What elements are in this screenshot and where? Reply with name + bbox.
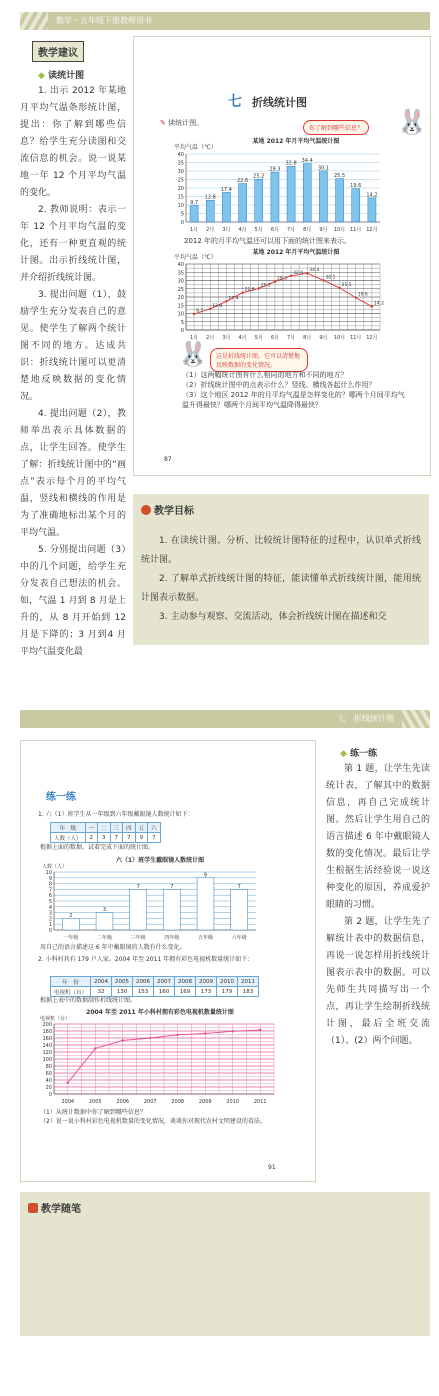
y-tick-label: 100 [42,1057,52,1063]
x-tick-label: 一年级 [63,935,79,941]
rabbit-mascot-icon: 🐰 [397,108,427,136]
y-tick-label: 60 [45,1071,52,1077]
x-tick-label: 4月 [238,227,247,233]
data-label: 9.7 [196,308,204,314]
goal-item: 2. 了解单式折线统计图的特征，能读懂单式折线统计图，能用统计图表示数据。 [141,574,421,603]
x-tick-label: 8月 [303,227,312,233]
x-tick-label: 3月 [222,335,231,341]
teaching-notes-box [20,1192,430,1336]
table-cell: 130 [112,987,133,997]
x-tick-label: 7月 [286,335,296,341]
y-tick-label: 160 [42,1036,52,1042]
table-cell: 153 [133,987,154,997]
target-icon [141,505,151,515]
y-tick-label: 20 [45,1085,52,1091]
bar [319,171,327,222]
table-cell: 7 [110,833,123,843]
y-tick-label: 35 [177,160,184,167]
line-chart-title: 某地 2012 年月平均气温统计图 [252,249,340,256]
table-cell: 电视机（台） [51,987,91,997]
y-tick-label: 40 [45,1078,52,1084]
x-tick-label: 2009 [198,1099,212,1105]
table-header-cell: 2009 [196,977,217,987]
diamond-icon: ◆ [38,71,45,81]
exercise-2-chart [38,1020,278,1106]
y-tick-label: 25 [177,286,184,293]
page-header [20,12,430,30]
data-point [355,296,357,298]
data-point [177,1034,179,1036]
line-chart-ylabel: 平均气温（℃） [174,254,217,261]
exercise-2-ylabel: 电视机（台） [40,1016,71,1022]
bar-chart-ylabel: 平均气温（℃） [174,144,217,151]
data-label: 25.2 [253,173,265,180]
table-header-cell: 三 [110,823,123,833]
speech-bubble: 你了解到哪些信息？ [303,120,369,135]
table-header-cell: 2008 [175,977,196,987]
y-tick-label: 10 [177,203,184,209]
table-cell: 160 [154,987,175,997]
data-point [204,1032,206,1034]
question: （1）这两幅统计图有什么相同的地方和不同的地方？ [182,371,348,379]
y-tick-label: 20 [177,186,184,192]
x-tick-label: 1月 [189,335,199,341]
bar [287,166,295,222]
data-label: 9 [203,872,208,879]
question: （3）这个地区 2012 年的月平均气温是怎样变化的？哪两个月间平均气温升得最快？哪两个月间平均气温降得最快？ [182,391,405,409]
data-point [149,1037,151,1039]
bar-chart [172,150,384,234]
y-tick-label: 80 [45,1064,52,1070]
y-tick-label: 140 [42,1043,52,1049]
data-point [290,275,292,277]
pencil-icon: ✎ [160,119,166,127]
y-tick-label: 30 [177,169,184,175]
y-tick-label: 0 [180,220,184,226]
sidebar-paragraph: 2. 教师说明：表示一年 12 个月平均气温的变化，还有一种更直观的统计图。出示折线统计图，并介绍折线统计图。 [20,205,126,283]
sidebar-paragraph: 第 2 题，让学生先了解统计表中的数据信息，再说一说怎样用折线统计图表示表中的数据。可以先师生共同描写出一个点，再让学生绘制折线统计图，最后全班交流（1）、(2）两个问题。 [326,917,430,1046]
x-tick-label: 2月 [206,227,215,233]
table-header-cell: 四 [123,823,136,833]
data-point [225,300,227,302]
bar [336,179,344,222]
data-label: 32.8 [285,160,297,167]
book-icon [28,1203,38,1213]
table-cell: 9 [135,833,148,843]
x-tick-label: 2011 [253,1099,267,1105]
y-tick-label: 2 [48,916,52,923]
data-label: 34.4 [309,268,320,274]
data-label: 9.7 [190,200,199,207]
bar [368,198,376,222]
data-point [67,1082,69,1084]
read-label: ✎ 读统计图。 [160,119,204,127]
x-tick-label: 6月 [270,227,280,233]
x-tick-label: 6月 [270,335,280,341]
y-tick-label: 10 [45,870,52,876]
diamond-icon: ◆ [340,749,347,759]
data-label: 29.3 [269,166,281,173]
bar [352,189,360,222]
sidebar-subheading: ◆ 读统计图 [38,71,85,81]
y-tick-label: 20 [177,295,184,301]
mid-text: 2012 年的月平均气温还可以用下面的统计图来表示。 [184,237,352,245]
header-title-2: 七 折线统计图 [338,714,394,723]
data-label: 22.6 [244,287,255,293]
y-tick-label: 3 [48,910,52,917]
y-tick-label: 9 [48,875,52,882]
y-tick-label: 1 [48,922,52,929]
y-tick-label: 40 [177,262,184,268]
x-tick-label: 10月 [333,335,346,341]
bar [163,889,180,930]
bar [62,918,79,930]
y-tick-label: 4 [48,904,52,911]
data-point [94,1047,96,1049]
sidebar-subheading: ◆ 练一练 [340,749,378,759]
table-header-cell: 2011 [238,977,259,987]
bar [130,889,147,930]
sidebar-paragraph: 1. 出示 2012 年某地月平均气温条形统计图，提出：你了解到哪些信息？给学生充分读图和交流信息的机会。说一说某地一年 12 个月平均气温的变化。 [20,86,126,198]
table-header-cell: 2010 [217,977,238,987]
x-tick-label: 12月 [366,227,378,233]
table-header-cell: 年 级 [51,823,86,833]
x-tick-label: 8月 [303,335,312,341]
table-cell: 7 [148,833,161,843]
question: （1）从统计数据中你了解到哪些信息？ [40,1109,146,1116]
teaching-suggestions-sidebar [20,35,126,657]
x-tick-label: 2010 [226,1099,240,1105]
exercise-1-text: 1. 六（1）班学生从一年级到六年级戴眼镜人数统计如下： [38,811,194,818]
table-cell: 32 [91,987,112,997]
x-tick-label: 5月 [254,335,263,341]
data-point [306,272,308,274]
page-number-2: 91 [268,1164,276,1171]
x-tick-label: 7月 [286,227,296,233]
exercise-2-after: 根据上表中的数据制作折线统计图。 [40,997,137,1004]
data-label: 25.2 [260,283,271,289]
exercise-2-questions [40,1108,280,1126]
speech-bubble-2: 这是折线统计图，它可以清楚地反映数据的变化情况。 [210,348,308,372]
exercise-1-ylabel: 人数（人） [42,864,68,870]
y-tick-label: 0 [48,1092,52,1098]
data-label: 19.6 [350,183,362,190]
x-tick-label: 4月 [238,335,247,341]
chapter-title: 七 折线统计图 [228,94,307,110]
data-label: 17.4 [220,186,232,193]
data-label: 30.1 [317,165,329,172]
data-label: 17.4 [228,296,239,302]
x-tick-label: 2007 [143,1099,157,1105]
bar [271,172,279,222]
table-header-cell: 2007 [154,977,175,987]
x-tick-label: 2006 [116,1099,130,1105]
y-tick-label: 25 [177,177,184,184]
data-label: 34.4 [301,158,313,165]
table-header-cell: 六 [148,823,161,833]
data-label: 30.1 [325,275,336,281]
data-label: 32.8 [293,270,304,276]
y-tick-label: 0 [180,328,184,334]
y-tick-label: 120 [42,1050,52,1056]
practice-sidebar [326,740,430,1050]
y-tick-label: 200 [42,1022,52,1028]
line-chart [172,260,384,342]
data-point [371,305,373,307]
bar [190,206,198,222]
goal-item: 3. 主动参与观察、交流活动，体会折线统计图在描述和交 [159,612,387,622]
data-label: 7 [136,883,140,890]
x-tick-label: 2004 [61,1099,75,1105]
data-label: 3 [102,907,107,914]
data-label: 12.8 [212,303,223,309]
page-number: 87 [164,456,172,463]
x-tick-label: 2月 [206,335,215,341]
y-tick-label: 8 [48,881,52,888]
sidebar-paragraph: 第 1 题，让学生先读统计表，了解其中的数据信息，再自己完成统计图。然后让学生用自己的语言描述 6 年中戴眼镜人数的变化情况。最后让学生根据生活经验说一说这种变化的原因，养成爱护眼睛的习惯。 [326,764,430,910]
data-label: 25.5 [334,173,346,180]
x-tick-label: 六年级 [231,935,247,941]
data-label: 14.2 [366,192,378,199]
x-tick-label: 9月 [319,227,328,233]
x-tick-label: 9月 [319,335,328,341]
y-tick-label: 35 [177,270,184,277]
y-tick-label: 40 [177,152,184,158]
data-point [241,292,243,294]
data-point [209,308,211,310]
table-cell: 173 [196,987,217,997]
y-tick-label: 5 [180,319,184,326]
y-tick-label: 10 [177,311,184,318]
x-tick-label: 11月 [350,227,362,233]
sidebar-paragraph: 3. 提出问题（1），鼓励学生充分发表自己的意见。使学生了解两个统计图不同的地方。达成共识：折线统计图可以更清楚地反映数据的变化情况。 [20,290,126,402]
bar [231,889,248,930]
bar-chart-title: 某地 2012 年月平均气温统计图 [252,138,340,145]
data-label: 7 [237,883,241,890]
data-point [232,1030,234,1032]
exercise-2-table [50,976,259,997]
question: （2）说一说小科村彩色电视机数量的变化情况，谈谈你对现代农村文明建设的看法。 [40,1118,266,1125]
data-point [322,279,324,281]
bar [222,192,230,222]
data-point [258,287,260,289]
table-cell: 179 [217,987,238,997]
questions-block [182,370,410,410]
y-tick-label: 15 [177,194,184,201]
sidebar-paragraph: 4. 提出问题（2），教师举出表示具体数据的点，让学生回答。使学生了解：折线统计图中的“画点”表示每个月的平均气温，竖线和横线的作用是为了准确地标出某个月的平均气温。 [20,409,126,538]
bar [197,878,214,930]
x-tick-label: 11月 [350,335,362,341]
data-label: 19.6 [357,292,368,298]
x-tick-label: 四年级 [164,935,180,941]
table-cell: 7 [123,833,136,843]
data-label: 14.2 [373,301,384,307]
y-tick-label: 30 [177,278,184,285]
data-label: 12.8 [204,194,216,201]
exercise-2-text: 2. 小科村共有 179 户人家。2004 年至 2011 年拥有彩色电视机数量统计如下： [38,956,254,963]
y-tick-label: 5 [48,899,52,905]
x-tick-label: 1月 [189,227,199,233]
table-cell: 169 [175,987,196,997]
x-tick-label: 2008 [171,1099,185,1105]
teaching-goals-box [133,494,429,645]
x-tick-label: 二年级 [96,935,113,941]
y-tick-label: 180 [42,1029,52,1035]
rabbit-mascot-icon: 🐰 [178,340,208,368]
page-header-2 [20,710,430,728]
y-tick-label: 15 [177,303,184,310]
sidebar-paragraph: 5. 分别提出问题（3）中的几个问题，给学生充分发表自己想法的机会。如，气温 1 月到 8 月是上升的，从 8 月开始到 12 月是下降的；3 月到4 月平均气温变化最 [20,545,126,657]
table-cell: 人数（人） [51,833,86,843]
exercise-1-table [50,822,161,843]
table-cell: 183 [238,987,259,997]
bar [255,179,263,222]
table-header-cell: 2006 [133,977,154,987]
data-label: 29.3 [276,276,287,282]
section-title: 练一练 [46,792,76,803]
data-point [259,1029,261,1031]
y-tick-label: 7 [48,887,52,894]
bar [303,164,311,222]
x-tick-label: 5月 [254,227,263,233]
data-label: 22.6 [237,178,249,185]
table-cell: 2 [85,833,98,843]
bar [96,913,113,930]
header-stripes [402,710,430,728]
data-point [274,280,276,282]
y-tick-label: 5 [180,211,184,218]
table-header-cell: 一 [85,823,98,833]
x-tick-label: 2005 [88,1099,102,1105]
table-cell: 3 [98,833,111,843]
goal-item: 1. 在读统计图、分析、比较统计图特征的过程中，认识单式折线统计图。 [141,536,421,565]
table-header-cell: 2004 [91,977,112,987]
data-point [338,287,340,289]
teaching-suggestions-tag: 教学建议 [32,41,84,62]
data-label: 7 [170,883,174,890]
question: （2）折线统计图中的点表示什么？竖线、横线各起什么作用？ [182,381,376,389]
data-label: 2 [69,912,73,919]
exercise-1-chart [40,868,260,942]
data-point [193,313,195,315]
y-tick-label: 0 [48,928,52,934]
data-label: 25.5 [341,282,352,288]
table-header-cell: 2005 [112,977,133,987]
x-tick-label: 12月 [366,335,378,341]
bar [239,184,247,222]
teaching-notes-heading: 教学随笔 [28,1200,81,1215]
y-tick-label: 6 [48,893,52,900]
table-header-cell: 年 份 [51,977,91,987]
exercise-2-chart-title: 2004 年至 2011 年小科村拥有彩色电视机数量统计图 [86,1009,234,1016]
exercise-1-after: 根据上面的数据，试着完成下面的统计图。 [40,844,155,851]
x-tick-label: 3月 [222,227,231,233]
x-tick-label: 五年级 [197,935,214,941]
exercise-1-note: 用自己的语言描述这 6 年中戴眼镜的人数有什么变化。 [40,944,186,951]
x-tick-label: 10月 [333,227,346,233]
x-tick-label: 三年级 [130,935,146,941]
teaching-goals-heading: 教学目标 [141,502,194,517]
table-header-cell: 二 [98,823,111,833]
header-title: 数学・五年级下册教师用书 [56,16,152,25]
bar [206,200,214,222]
exercise-1-chart-title: 六（1）班学生戴眼镜人数统计图 [115,857,205,864]
table-header-cell: 五 [135,823,148,833]
header-stripes [20,12,48,30]
data-point [122,1039,124,1041]
